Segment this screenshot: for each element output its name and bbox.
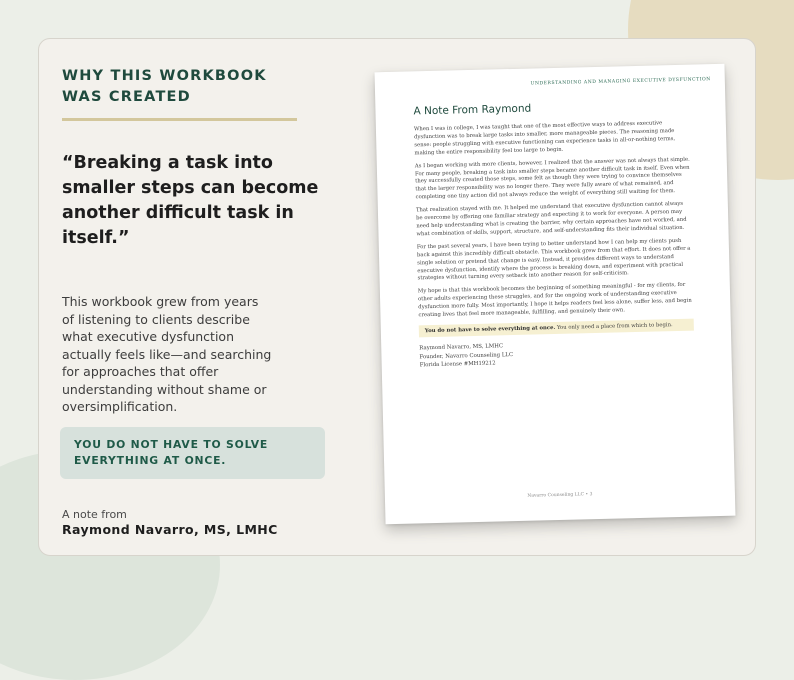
description-text: This workbook grew from years of listening to clients describe what executive dysfunction actually feels like—and searching for approaches that offer understanding without shame or oversimplification. <box>62 294 272 414</box>
author-name: Raymond Navarro, MS, LMHC <box>62 522 278 537</box>
document-paragraph: As I began working with more clients, however, I realized that the answer was not always that simple. For many people, breaking a task into smaller steps became another difficult task in itself. Even when they successfully created those steps, some felt as though they were trying to convince themselves that the larger responsibility was no longer there. They were fully aware of what remained, and completing one tiny action did not always reduce the weight of everything still waiting for them. <box>414 156 690 201</box>
section-heading <box>62 66 267 108</box>
document-paragraph: My hope is that this workbook becomes the beginning of something meaningful - for my clients, for other adults experiencing these struggles, and for the ongoing work of understanding executive dysfunction more fully. Most importantly, I hope it helps readers feel less alone, suffer less, and begin creating lives that feel more manageable, fulfilling, and genuinely their own. <box>417 282 692 319</box>
callout-box: YOU DO NOT HAVE TO SOLVE EVERYTHING AT ONCE. <box>60 427 325 479</box>
document-highlight-rest: You only need a place from which to begin. <box>556 322 673 331</box>
document-body <box>414 120 695 370</box>
document-running-header: UNDERSTANDING AND MANAGING EXECUTIVE DYSFUNCTION <box>530 77 711 87</box>
document-title: A Note From Raymond <box>413 102 532 118</box>
section-heading-line-2: WAS CREATED <box>62 89 191 105</box>
document-paragraph: When I was in college, I was taught that one of the most effective ways to address executive dysfunction was to break large tasks into smaller, more manageable pieces. The reasoning made sense: people struggling with executive functioning can experience tasks in all-or-nothing terms, making the entire responsibility feel too large to begin. <box>413 120 676 157</box>
document-page-preview <box>375 64 736 524</box>
document-footer: Navarro Counseling LLC • 3 <box>527 492 593 499</box>
heading-divider <box>62 118 297 121</box>
section-heading-line-1: WHY THIS WORKBOOK <box>62 68 267 84</box>
document-signature <box>419 338 695 370</box>
signature-line: Florida License #MH19212 <box>419 360 496 369</box>
signature-line: Founder, Navarro Counseling LLC <box>419 351 514 360</box>
pull-quote: “Breaking a task into smaller steps can become another difficult task in itself.” <box>62 153 319 248</box>
note-from-label: A note from <box>62 508 127 521</box>
document-highlight-bold: You do not have to solve everything at once. <box>424 324 556 335</box>
document-paragraph: For the past several years, I have been trying to better understand how I can help my clients push back against this incredibly difficult obstacle. This workbook grew from that effort. It does not offer a single solution or pretend that change is easy. Instead, it provides different ways to understand executive dysfunction, identify where the process is breaking down, and experiment with practical strategies without turning every setback into another reason for self-criticism. <box>416 237 691 282</box>
signature-line: Raymond Navarro, MS, LMHC <box>419 343 504 352</box>
document-highlight <box>419 319 694 338</box>
document-paragraph: That realization stayed with me. It helped me understand that executive dysfunction cannot always be overcome by offering one familiar strategy and expecting it to work for everyone. A person may need help understanding what is creating the barrier, why certain approaches have not worked, and what combination of skills, support, structure, and self-understanding fits their individual situation. <box>415 201 687 238</box>
